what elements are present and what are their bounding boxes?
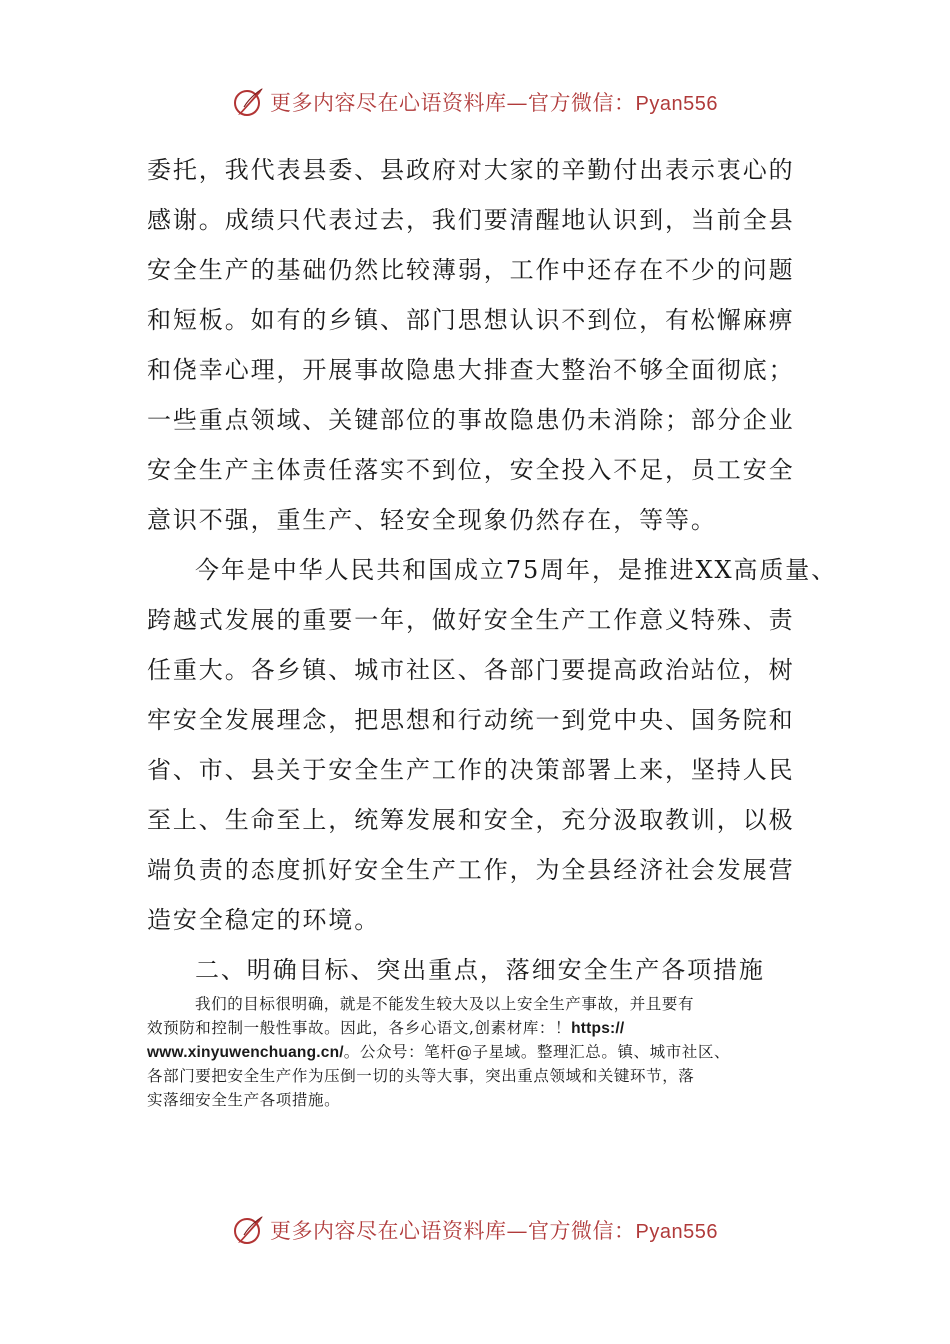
document-body xyxy=(147,145,837,995)
small-text-line: 效预防和控制一般性事故。因此，各乡心语文,创素材库：！https:// xyxy=(147,1019,625,1037)
paragraph-1 xyxy=(147,145,837,545)
text-line: 委托，我代表县委、县政府对大家的辛勤付出表示衷心的 xyxy=(147,156,795,184)
wechat-id: Pyan556 xyxy=(635,1221,718,1243)
small-text-line: 我们的目标很明确，就是不能发生较大及以上安全生产事故，并且要有 xyxy=(195,995,695,1013)
wechat-id: Pyan556 xyxy=(635,93,718,115)
text-line: 端负责的态度抓好安全生产工作，为全县经济社会发展营 xyxy=(147,856,795,884)
text-line: 跨越式发展的重要一年，做好安全生产工作意义特殊、责 xyxy=(147,606,795,634)
small-paragraph xyxy=(147,992,807,1112)
small-text-line: 实落细安全生产各项措施。 xyxy=(147,1091,341,1109)
section-heading: 二、明确目标、突出重点，落细安全生产各项措施 xyxy=(195,956,765,984)
text-line: 牢安全发展理念，把思想和行动统一到党中央、国务院和 xyxy=(147,706,795,734)
small-text-line: 各部门要把安全生产作为压倒一切的头等大事，突出重点领域和关键环节，落 xyxy=(147,1067,695,1085)
text-line: 任重大。各乡镇、城市社区、各部门要提高政治站位，树 xyxy=(147,656,795,684)
website-link[interactable]: www.xinyuwenchuang.cn/ xyxy=(147,1044,344,1061)
text-line: 安全生产的基础仍然比较薄弱，工作中还存在不少的问题 xyxy=(147,256,795,284)
text-line: 和侥幸心理，开展事故隐患大排查大整治不够全面彻底； xyxy=(147,356,795,384)
text-line: 意识不强，重生产、轻安全现象仍然存在，等等。 xyxy=(147,506,717,534)
small-text-line: www.xinyuwenchuang.cn/。公众号：笔杆@子星域。整理汇总。镇、城市社区、 xyxy=(147,1043,731,1061)
text-line: 造安全稳定的环境。 xyxy=(147,906,381,934)
banner-text: 更多内容尽在心语资料库—官方微信：Pyan556 xyxy=(270,1219,718,1243)
text-line: 和短板。如有的乡镇、部门思想认识不到位，有松懈麻痹 xyxy=(147,306,795,334)
paragraph-2 xyxy=(147,545,837,945)
text-line: 省、市、县关于安全生产工作的决策部署上来，坚持人民 xyxy=(147,756,795,784)
quill-logo-icon xyxy=(232,85,266,119)
text-line: 至上、生命至上，统筹发展和安全，充分汲取教训，以极 xyxy=(147,806,795,834)
text-line: 今年是中华人民共和国成立75周年，是推进XX高质量、 xyxy=(195,556,838,584)
text-line: 一些重点领域、关键部位的事故隐患仍未消除；部分企业 xyxy=(147,406,795,434)
website-link[interactable]: https:// xyxy=(571,1020,625,1037)
text-line: 感谢。成绩只代表过去，我们要清醒地认识到，当前全县 xyxy=(147,206,795,234)
banner-text: 更多内容尽在心语资料库—官方微信：Pyan556 xyxy=(270,91,718,115)
footer-banner xyxy=(0,1208,950,1252)
header-banner xyxy=(0,80,950,124)
quill-logo-icon xyxy=(232,1213,266,1247)
text-line: 安全生产主体责任落实不到位，安全投入不足，员工安全 xyxy=(147,456,795,484)
